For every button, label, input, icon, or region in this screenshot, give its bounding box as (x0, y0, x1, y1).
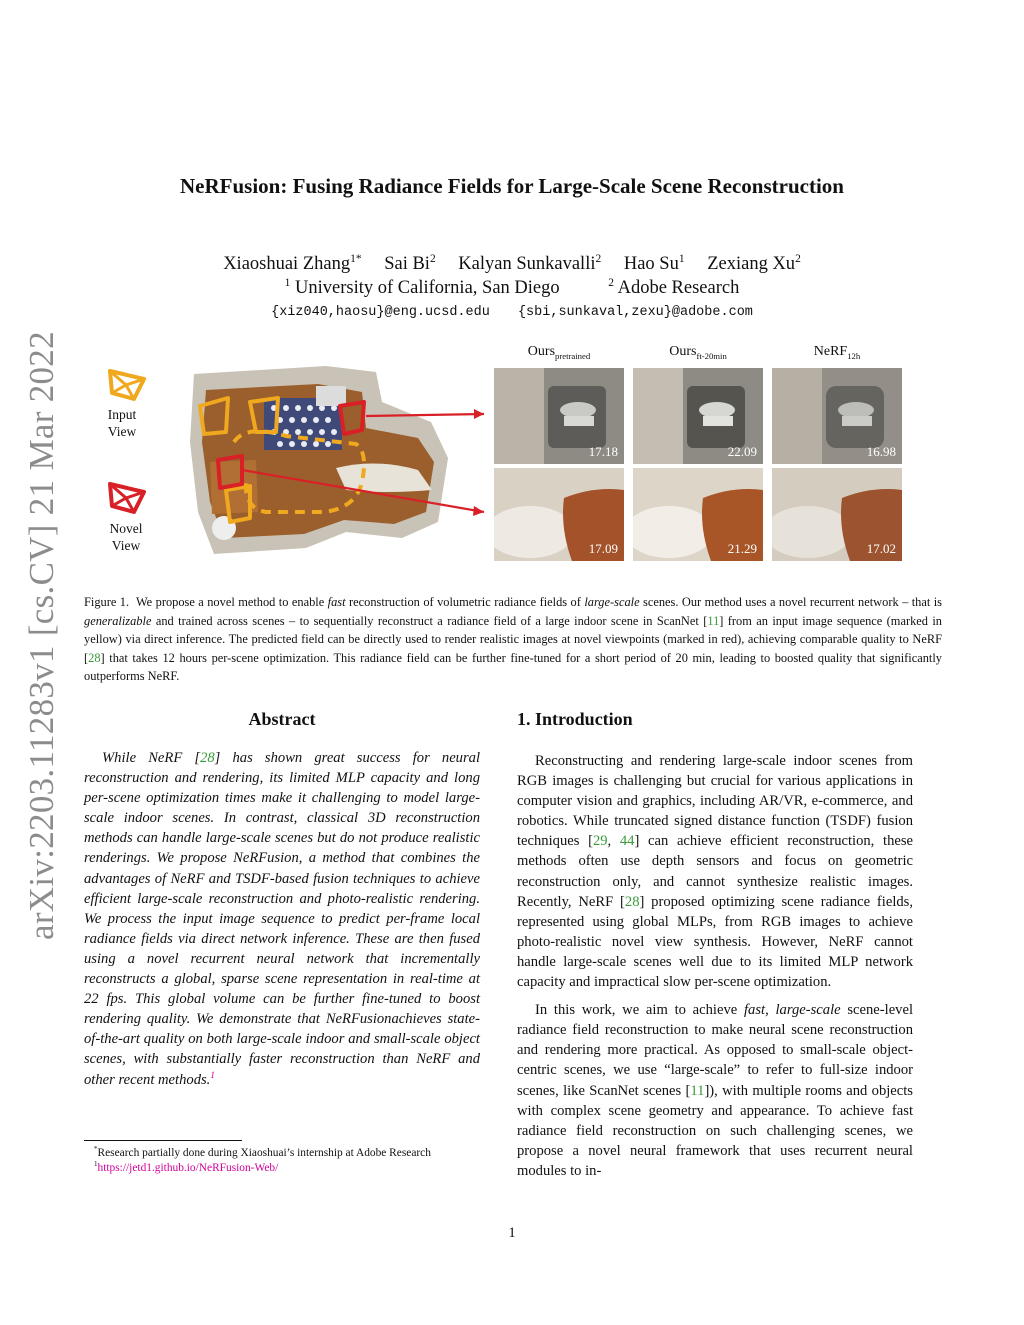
citation-link[interactable]: 11 (690, 1082, 705, 1099)
page-number: 1 (508, 1225, 516, 1241)
author: Xiaoshuai Zhang$^{1*}$ (223, 252, 362, 274)
email-list (0, 305, 1024, 320)
psnr-score: 22.09 (727, 444, 757, 459)
input-view-camera-icon (104, 365, 152, 407)
author: Kalyan Sunkavalli$^2$ (458, 252, 602, 274)
email: {xiz040,haosu}@eng.ucsd.edu (271, 305, 490, 320)
novel-view-camera-icon (104, 478, 152, 520)
column-title-nerf: NeRF$_{12h}$ (813, 344, 861, 361)
paper-title: NeRFusion: Fusing Radiance Fields for Large-Scale Scene Reconstruction (180, 174, 844, 198)
affiliation-list (0, 278, 1024, 299)
render-panel-bottom (772, 468, 902, 561)
render-panel-top (633, 368, 763, 464)
affiliation: $^2$ Adobe Research (608, 276, 740, 298)
psnr-score: 17.18 (588, 444, 618, 459)
author: Sai Bi$^2$ (384, 252, 436, 274)
project-url-link[interactable]: https://jetd1.github.io/NeRFusion-Web/ (97, 1162, 279, 1174)
psnr-score: 16.98 (866, 444, 896, 459)
abstract-heading: Abstract (248, 709, 316, 729)
author: Hao Su$^1$ (623, 252, 685, 274)
novel-view-label: Novel View (109, 521, 143, 553)
email: {sbi,sunkaval,zexu}@adobe.com (517, 305, 753, 320)
citation-link[interactable]: 28 (624, 893, 640, 910)
scene-reconstruction-image (186, 362, 486, 560)
psnr-score: 17.02 (866, 541, 896, 556)
column-title-ours-finetuned: Ours$_{ft-20min}$ (669, 344, 727, 361)
citation-link[interactable]: 28 (88, 650, 101, 665)
author-list (0, 254, 1024, 275)
input-view-label: Input View (107, 407, 137, 439)
abstract-text: While NeRF [28] has shown great success for neural reconstruction and rendering, its limited MLP capacity and long per-scene optimization times make it challenging to model large-scale indoor scenes. In contrast, classical 3D reconstruction methods can handle large-scale scenes but do not produce realistic renderings. We propose NeRFusion, a method that combines the advantages of NeRF and TSDF-based fusion techniques to achieve efficient large-scale reconstruction and photo-realistic rendering. We process the input image sequence to predict per-frame local radiance fields via direct network inference. These are then fused using a novel recurrent neural network that incrementally reconstructs a global, sparse scene representation in real-time at 22 fps. This global volume can be further fine-tuned to boost rendering quality. We demonstrate that NeRFusionachieves state-of-the-art quality on both large-scale indoor and small-scale object scenes, with substantially faster reconstruction than NeRF and other recent methods.$^1$ (84, 750, 481, 1088)
footnotes: *Research partially done during Xiaoshuai’s internship at Adobe Research $^1$https://jetd1.github.io/NeRFusion-Web/ (94, 1145, 431, 1174)
citation-link[interactable]: 28 (200, 750, 215, 766)
author: Zexiang Xu$^2$ (707, 252, 801, 274)
arxiv-identifier: arXiv:2203.11283v1 [cs.CV] 21 Mar 2022 (22, 331, 61, 940)
psnr-score: 21.29 (727, 541, 757, 556)
introduction-heading: 1. Introduction (517, 709, 633, 729)
render-panel-top (772, 368, 902, 464)
render-panel-bottom (633, 468, 763, 561)
column-title-ours-pretrained: Ours$_{pretrained}$ (527, 344, 591, 361)
render-panel-top (494, 368, 624, 464)
citation-link[interactable]: 11 (707, 613, 720, 628)
introduction-text: Reconstructing and rendering large-scale indoor scenes from RGB images is challenging but crucial for various applications in computer vision and graphics, including AR/VR, e-commerce, and robotics. While truncated signed distance function (TSDF) fusion techniques [29, 44] can achieve efficient reconstruction, these methods often use depth sensors and focus on geometric reconstruction only, and cannot synthesize realistic images. Recently, NeRF [28] proposed optimizing scene radiance fields, represented using global MLPs, from RGB images to achieve photo-realistic novel view synthesis. However, NeRF cannot handle large-scale scenes well due to its limited MLP network capacity and impractical slow per-scene optimization. In this work, we aim to achieve fast, large-scale scene-level radiance field reconstruction to make neural scene reconstruction and rendering more practical. As opposed to small-scale object-centric scenes, we use “large-scale” to refer to full-size indoor scenes, like ScanNet scenes [11]), with multiple rooms and objects with complex scene geometry and appearance. To achieve fast radiance field reconstruction on such challenging scenes, we propose a novel neural framework that uses recurrent neural modules to in- (517, 753, 913, 1179)
affiliation: $^1$ University of California, San Diego (284, 276, 560, 298)
footnote-link[interactable]: 1 (210, 1069, 215, 1080)
citation-link[interactable]: 29 (592, 833, 608, 850)
render-panel-bottom (494, 468, 624, 561)
figure-caption: Figure 1. We propose a novel method to enable fast reconstruction of volumetric radiance fields of large-scale scenes. Our method uses a novel recurrent network – that is generalizable and trained across scenes – to sequentially reconstruct a radiance field of a large indoor scene in ScanNet [11] from an input image sequence (marked in yellow) via direct inference. The predicted field can be directly used to render realistic images at novel viewpoints (marked in red), achieving comparable quality to NeRF [28] that takes 12 hours per-scene optimization. This radiance field can be further fine-tuned for a short period of 20 min, leading to boosted quality that significantly outperforms NeRF. (84, 595, 943, 684)
psnr-score: 17.09 (588, 541, 618, 556)
citation-link[interactable]: 44 (619, 833, 635, 850)
footnote-divider (84, 1140, 242, 1141)
